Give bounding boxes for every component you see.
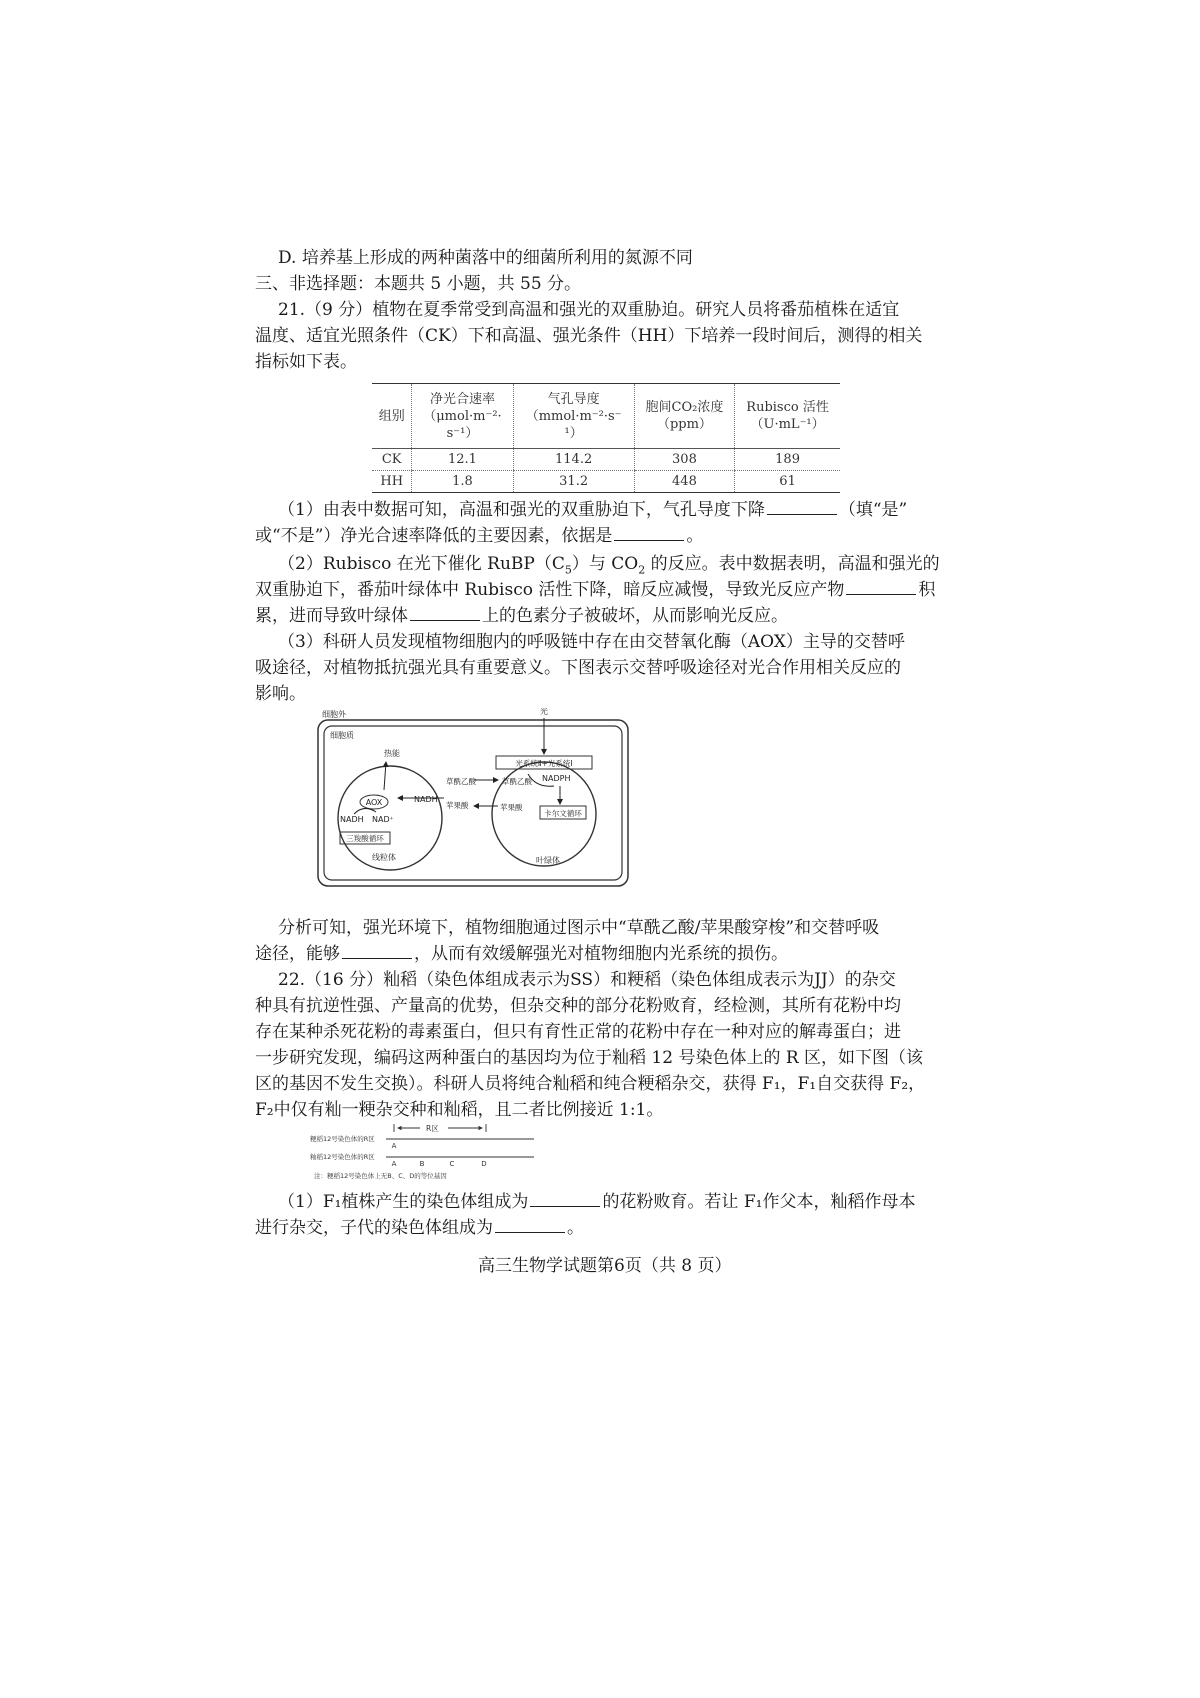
- label-nad-plus: NAD⁺: [372, 815, 394, 824]
- q22-intro-line-5: 区的基因不发生交换）。科研人员将纯合籼稻和纯合粳稻杂交，获得 F₁，F₁自交获得 F₂，: [255, 1074, 926, 1094]
- header-rubisco-activity: Rubisco 活性 （U·mL⁻¹）: [735, 384, 840, 449]
- chromosome-note: 注：粳稻12号染色体上无B、C、D的等位基因: [314, 1172, 447, 1180]
- option-d: D. 培养基上形成的两种菌落中的细菌所利用的氮源不同: [278, 248, 693, 268]
- label-gene-d: D: [481, 1160, 487, 1168]
- header-group: 组别: [372, 384, 412, 449]
- label-gene-b: B: [419, 1160, 425, 1168]
- header-net-photosynthesis: 净光合速率 （μmol·m⁻²· s⁻¹）: [412, 384, 513, 449]
- q22-intro-line-4: 一步研究发现，编码这两种蛋白的基因均为位于籼稻 12 号染色体上的 R 区，如下图（该: [255, 1048, 924, 1068]
- q21-p3-line-2: 吸途径，对植物抵抗强光具有重要意义。下图表示交替呼吸途径对光合作用相关反应的: [255, 658, 901, 678]
- q21-p3-line-1: （3）科研人员发现植物细胞内的呼吸链中存在由交替氧化酶（AOX）主导的交替呼: [278, 632, 905, 652]
- label-cytoplasm: 细胞质: [330, 731, 354, 740]
- r-region-chromosome-diagram: [310, 1124, 540, 1182]
- q21-p1-line-2: 或“不是”）净光合速率降低的主要因素，依据是 。: [255, 526, 704, 546]
- label-malate-cytoplasm: 苹果酸: [446, 801, 469, 810]
- page-footer: 高三生物学试题第6页（共 8 页）: [478, 1256, 732, 1276]
- q22-p1-line-1: （1）F₁植株产生的染色体组成为 的花粉败育。若让 F₁作父本，籼稻作母本: [278, 1192, 916, 1212]
- label-nadh: NADH: [340, 815, 364, 824]
- label-japonica-chromosome: 粳稻12号染色体的R区: [310, 1135, 375, 1143]
- label-indica-chromosome: 籼稻12号染色体的R区: [310, 1153, 375, 1161]
- label-mitochondrion: 线粒体: [372, 853, 396, 862]
- q22-p1-line-2: 进行杂交，子代的染色体组成为 。: [255, 1218, 584, 1238]
- q21-intro-line-2: 温度、适宜光照条件（CK）下和高温、强光条件（HH）下培养一段时间后，测得的相关: [255, 326, 923, 346]
- q21-p3-line-3: 影响。: [255, 684, 306, 704]
- table-row: [372, 449, 840, 471]
- answer-blank[interactable]: [342, 942, 412, 959]
- answer-blank[interactable]: [530, 1190, 600, 1207]
- q22-intro-line-1: 22.（16 分）籼稻（染色体组成表示为SS）和粳稻（染色体组成表示为JJ）的杂交: [278, 970, 896, 990]
- header-stomatal-conductance: 气孔导度 （mmol·m⁻²·s⁻ ¹）: [513, 384, 634, 449]
- q21-p2-line-1: （2）Rubisco 在光下催化 $RuBP(C_5)$与 $CO_2$ 的反应。表中数据表明，高温和强光的: [278, 554, 940, 577]
- table-cell: 1.8: [412, 471, 513, 493]
- label-light: 光: [540, 708, 548, 716]
- label-r-region: R区: [426, 1124, 439, 1133]
- header-intercellular-co2: 胞间CO₂浓度 （ppm）: [634, 384, 734, 449]
- answer-blank[interactable]: [614, 524, 684, 541]
- q21-intro-line-3: 指标如下表。: [255, 352, 357, 372]
- label-malate-chloroplast: 苹果酸: [500, 803, 523, 812]
- label-photosystem: 光系统Ⅱ+光系统Ⅰ: [515, 759, 573, 768]
- table-cell: 61: [735, 471, 840, 493]
- q22-intro-line-3: 存在某种杀死花粉的毒素蛋白，但只有育性正常的花粉中存在一种对应的解毒蛋白；进: [255, 1022, 901, 1042]
- table-cell: 448: [634, 471, 734, 493]
- label-oaa-chloroplast: 草酰乙酸: [502, 777, 532, 786]
- label-heat: 热能: [384, 749, 400, 758]
- table-cell: 12.1: [412, 449, 513, 471]
- answer-blank[interactable]: [495, 1216, 565, 1233]
- q22-intro-line-6: F₂中仅有籼一粳杂交种和籼稻，且二者比例接近 1:1。: [255, 1100, 664, 1120]
- answer-blank[interactable]: [410, 604, 480, 621]
- table-cell: 114.2: [513, 449, 634, 471]
- table-cell: CK: [372, 449, 412, 471]
- cell-wall-outline: [318, 720, 628, 886]
- section-three-heading: 三、非选择题：本题共 5 小题，共 55 分。: [255, 274, 582, 294]
- answer-blank[interactable]: [767, 498, 837, 515]
- label-oaa-cytoplasm: 草酰乙酸: [446, 777, 476, 786]
- label-nadph: NADPH: [542, 774, 571, 783]
- label-aox: AOX: [365, 798, 383, 807]
- q21-p2-line-2: 双重胁迫下，番茄叶绿体中 Rubisco 活性下降，暗反应减慢，导致光反应产物 积: [255, 580, 936, 600]
- aox-pathway-diagram: [314, 708, 634, 898]
- table-cell: 31.2: [513, 471, 634, 493]
- label-outside-cell: 细胞外: [322, 710, 346, 719]
- q21-analysis-line-1: 分析可知，强光环境下，植物细胞通过图示中“草酰乙酸/苹果酸穿梭”和交替呼吸: [278, 918, 880, 938]
- q21-p2-line-3: 累，进而导致叶绿体 上的色素分子被破坏，从而影响光反应。: [255, 606, 788, 626]
- table-row: [372, 471, 840, 493]
- label-chloroplast: 叶绿体: [536, 856, 560, 865]
- label-tca-cycle: 三羧酸循环: [346, 834, 384, 843]
- answer-blank[interactable]: [846, 578, 916, 595]
- q21-data-table: [372, 383, 840, 493]
- label-gene-a: A: [391, 1160, 397, 1168]
- table-cell: 189: [735, 449, 840, 471]
- label-calvin-cycle: 卡尔文循环: [544, 809, 582, 818]
- table-cell: HH: [380, 474, 404, 489]
- label-gene-c: C: [449, 1160, 455, 1168]
- label-nadh-shuttle: NADH: [414, 795, 438, 804]
- q21-p1-line-1: （1）由表中数据可知，高温和强光的双重胁迫下，气孔导度下降 （填“是”: [278, 500, 908, 520]
- q22-intro-line-2: 种具有抗逆性强、产量高的优势，但杂交种的部分花粉败育，经检测，其所有花粉中均: [255, 996, 901, 1016]
- table-cell: 308: [634, 449, 734, 471]
- label-gene-a-japonica: A: [391, 1142, 397, 1150]
- q21-intro-line-1: 21.（9 分）植物在夏季常受到高温和强光的双重胁迫。研究人员将番茄植株在适宜: [278, 300, 900, 320]
- q21-analysis-line-2: 途径，能够 ，从而有效缓解强光对植物细胞内光系统的损伤。: [255, 944, 788, 964]
